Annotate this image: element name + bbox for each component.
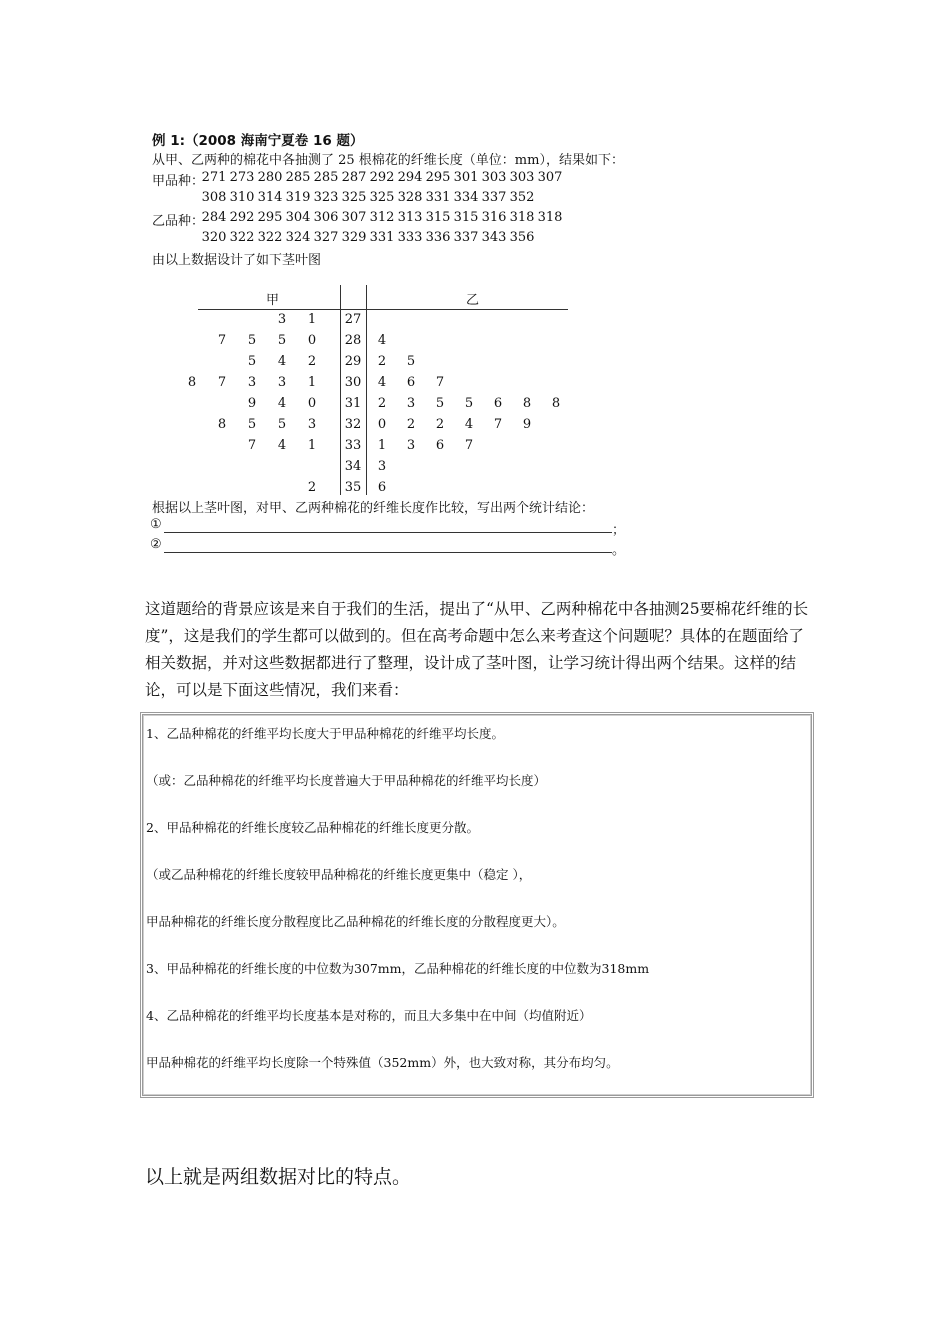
yi-leaf: 2 bbox=[377, 354, 387, 369]
jia-leaf: 3 bbox=[247, 375, 257, 390]
jia-leaf: 0 bbox=[307, 333, 317, 348]
box-line-7: 4、乙品种棉花的纤维平均长度基本是对称的，而且大多集中在中间（均值附近） bbox=[146, 1008, 592, 1023]
jia-value: 301 bbox=[453, 170, 479, 185]
blank-marker-1: ① bbox=[150, 517, 162, 532]
yi-leaf: 7 bbox=[464, 438, 474, 453]
yi-value: 331 bbox=[369, 230, 395, 245]
yi-leaf: 3 bbox=[406, 438, 416, 453]
yi-leaf: 5 bbox=[435, 396, 445, 411]
jia-leaf: 4 bbox=[277, 354, 287, 369]
yi-value: 329 bbox=[341, 230, 367, 245]
jia-value: 280 bbox=[257, 170, 283, 185]
box-line-3: 2、甲品种棉花的纤维长度较乙品种棉花的纤维长度更分散。 bbox=[146, 820, 479, 835]
conclusion-prompt: 根据以上茎叶图，对甲、乙两种棉花的纤维长度作比较，写出两个统计结论： bbox=[152, 501, 595, 516]
blank-marker-2: ② bbox=[150, 537, 162, 552]
yi-leaf: 1 bbox=[377, 438, 387, 453]
jia-value: 303 bbox=[481, 170, 507, 185]
stem-value: 32 bbox=[344, 417, 362, 432]
stem-value: 31 bbox=[344, 396, 362, 411]
stem-value: 27 bbox=[344, 312, 362, 327]
yi-value: 327 bbox=[313, 230, 339, 245]
yi-leaf: 6 bbox=[435, 438, 445, 453]
stem-value: 28 bbox=[344, 333, 362, 348]
yi-leaf: 2 bbox=[406, 417, 416, 432]
stem-value: 35 bbox=[344, 480, 362, 495]
yi-value: 320 bbox=[201, 230, 227, 245]
yi-value: 306 bbox=[313, 210, 339, 225]
yi-leaf: 7 bbox=[493, 417, 503, 432]
stem-value: 34 bbox=[344, 459, 362, 474]
jia-leaf: 5 bbox=[247, 333, 257, 348]
jia-label: 甲品种： bbox=[152, 174, 205, 189]
stem-leaf-row bbox=[198, 312, 570, 333]
blank-rule-2 bbox=[164, 552, 612, 553]
jia-leaf: 3 bbox=[277, 375, 287, 390]
jia-column-title: 甲 bbox=[266, 293, 280, 308]
conclusions-box bbox=[140, 712, 814, 1098]
jia-leaf: 2 bbox=[307, 354, 317, 369]
stem-leaf-row bbox=[198, 333, 570, 354]
jia-value: 334 bbox=[453, 190, 479, 205]
jia-value: 310 bbox=[229, 190, 255, 205]
stem-leaf-plot bbox=[187, 285, 570, 497]
jia-leaf: 4 bbox=[277, 396, 287, 411]
jia-leaf: 7 bbox=[247, 438, 257, 453]
example-problem-image bbox=[150, 125, 630, 560]
box-line-5: 甲品种棉花的纤维长度分散程度比乙品种棉花的纤维长度的分散程度更大）。 bbox=[146, 914, 565, 929]
jia-value: 307 bbox=[537, 170, 563, 185]
jia-leaf: 0 bbox=[307, 396, 317, 411]
yi-value: 333 bbox=[397, 230, 423, 245]
yi-column-title: 乙 bbox=[466, 293, 480, 308]
yi-value: 312 bbox=[369, 210, 395, 225]
jia-leaf: 3 bbox=[307, 417, 317, 432]
jia-leaf: 5 bbox=[277, 333, 287, 348]
jia-value: 308 bbox=[201, 190, 227, 205]
blank-end-2: 。 bbox=[612, 543, 626, 558]
yi-leaf: 4 bbox=[464, 417, 474, 432]
jia-value: 285 bbox=[313, 170, 339, 185]
jia-value: 294 bbox=[397, 170, 423, 185]
yi-value: 343 bbox=[481, 230, 507, 245]
jia-value: 287 bbox=[341, 170, 367, 185]
jia-value: 352 bbox=[509, 190, 535, 205]
yi-value: 337 bbox=[453, 230, 479, 245]
yi-leaf: 8 bbox=[522, 396, 532, 411]
yi-leaf: 5 bbox=[464, 396, 474, 411]
stem-leaf-caption: 由以上数据设计了如下茎叶图 bbox=[152, 253, 322, 268]
jia-value: 273 bbox=[229, 170, 255, 185]
yi-data-row-2 bbox=[152, 230, 622, 250]
yi-value: 324 bbox=[285, 230, 311, 245]
yi-value: 313 bbox=[397, 210, 423, 225]
jia-value: 325 bbox=[369, 190, 395, 205]
jia-leaf: 3 bbox=[277, 312, 287, 327]
box-line-6: 3、甲品种棉花的纤维长度的中位数为307mm，乙品种棉花的纤维长度的中位数为318mm bbox=[146, 961, 650, 976]
jia-value: 285 bbox=[285, 170, 311, 185]
jia-leaf: 5 bbox=[277, 417, 287, 432]
blank-end-1: ； bbox=[612, 523, 626, 538]
stem-value: 30 bbox=[344, 375, 362, 390]
yi-leaf: 7 bbox=[435, 375, 445, 390]
jia-leaf: 4 bbox=[277, 438, 287, 453]
jia-value: 323 bbox=[313, 190, 339, 205]
jia-leaf: 7 bbox=[217, 333, 227, 348]
stem-leaf-row bbox=[198, 354, 570, 375]
box-line-1: 1、乙品种棉花的纤维平均长度大于甲品种棉花的纤维平均长度。 bbox=[146, 726, 504, 741]
yi-value: 307 bbox=[341, 210, 367, 225]
yi-value: 316 bbox=[481, 210, 507, 225]
jia-leaf: 1 bbox=[307, 375, 317, 390]
jia-data-row-2 bbox=[152, 190, 622, 210]
yi-value: 336 bbox=[425, 230, 451, 245]
box-line-4: （或乙品种棉花的纤维长度较甲品种棉花的纤维长度更集中（稳定 ）， bbox=[146, 867, 532, 882]
yi-leaf: 4 bbox=[377, 375, 387, 390]
yi-leaf: 3 bbox=[406, 396, 416, 411]
jia-leaf: 5 bbox=[247, 417, 257, 432]
yi-value: 295 bbox=[257, 210, 283, 225]
stem-leaf-top-rule bbox=[198, 309, 568, 310]
jia-data-row-1 bbox=[152, 170, 622, 190]
jia-value: 328 bbox=[397, 190, 423, 205]
jia-value: 331 bbox=[425, 190, 451, 205]
stem-leaf-row bbox=[187, 375, 570, 396]
jia-leaf: 9 bbox=[247, 396, 257, 411]
stem-leaf-row bbox=[198, 438, 570, 459]
yi-leaf: 3 bbox=[377, 459, 387, 474]
yi-value: 322 bbox=[257, 230, 283, 245]
yi-value: 356 bbox=[509, 230, 535, 245]
answer-blank-2 bbox=[150, 537, 626, 558]
yi-leaf: 2 bbox=[435, 417, 445, 432]
yi-leaf: 6 bbox=[377, 480, 387, 495]
example-heading: 例 1:（2008 海南宁夏卷 16 题） bbox=[152, 133, 364, 149]
yi-leaf: 6 bbox=[493, 396, 503, 411]
jia-value: 303 bbox=[509, 170, 535, 185]
jia-leaf: 1 bbox=[307, 438, 317, 453]
answer-blank-1 bbox=[150, 517, 626, 538]
stem-leaf-row bbox=[198, 396, 570, 417]
jia-leaf: 1 bbox=[307, 312, 317, 327]
yi-data-row-1 bbox=[152, 210, 622, 230]
explanation-paragraph: 这道题给的背景应该是来自于我们的生活，提出了“从甲、乙两种棉花中各抽测25要棉花纤维的长度”，这是我们的学生都可以做到的。但在高考命题中怎么来考查这个问题呢？具体的在题面给了相关数据，并对这些数据都进行了整理，设计成了茎叶图，让学习统计得出两个结果。这样的结论，可以是下面这些情况，我们来看： bbox=[145, 600, 809, 699]
stem-leaf-row bbox=[198, 417, 570, 438]
box-line-8: 甲品种棉花的纤维平均长度除一个特殊值（352mm）外，也大致对称，其分布均匀。 bbox=[146, 1055, 619, 1070]
yi-leaf: 9 bbox=[522, 417, 532, 432]
yi-value: 292 bbox=[229, 210, 255, 225]
yi-leaf: 2 bbox=[377, 396, 387, 411]
jia-value: 271 bbox=[201, 170, 227, 185]
yi-value: 318 bbox=[537, 210, 563, 225]
jia-value: 325 bbox=[341, 190, 367, 205]
yi-leaf: 4 bbox=[377, 333, 387, 348]
yi-leaf: 6 bbox=[406, 375, 416, 390]
yi-leaf: 5 bbox=[406, 354, 416, 369]
yi-label: 乙品种： bbox=[152, 214, 205, 229]
jia-leaf: 2 bbox=[307, 480, 317, 495]
closing-sentence: 以上就是两组数据对比的特点。 bbox=[145, 1166, 412, 1188]
yi-leaf: 8 bbox=[551, 396, 561, 411]
jia-value: 319 bbox=[285, 190, 311, 205]
yi-value: 284 bbox=[201, 210, 227, 225]
yi-leaf: 0 bbox=[377, 417, 387, 432]
jia-leaf: 8 bbox=[217, 417, 227, 432]
jia-value: 337 bbox=[481, 190, 507, 205]
yi-value: 318 bbox=[509, 210, 535, 225]
blank-rule-1 bbox=[164, 532, 612, 533]
yi-value: 304 bbox=[285, 210, 311, 225]
jia-leaf: 8 bbox=[187, 375, 197, 390]
stem-value: 33 bbox=[344, 438, 362, 453]
jia-value: 314 bbox=[257, 190, 283, 205]
yi-value: 322 bbox=[229, 230, 255, 245]
jia-value: 292 bbox=[369, 170, 395, 185]
box-line-2: （或：乙品种棉花的纤维平均长度普遍大于甲品种棉花的纤维平均长度） bbox=[146, 773, 547, 788]
jia-leaf: 5 bbox=[247, 354, 257, 369]
yi-value: 315 bbox=[425, 210, 451, 225]
stem-leaf-row bbox=[198, 459, 570, 480]
jia-value: 295 bbox=[425, 170, 451, 185]
stem-value: 29 bbox=[344, 354, 362, 369]
jia-leaf: 7 bbox=[217, 375, 227, 390]
example-intro: 从甲、乙两种的棉花中各抽测了 25 根棉花的纤维长度（单位：mm），结果如下： bbox=[152, 153, 624, 168]
yi-value: 315 bbox=[453, 210, 479, 225]
